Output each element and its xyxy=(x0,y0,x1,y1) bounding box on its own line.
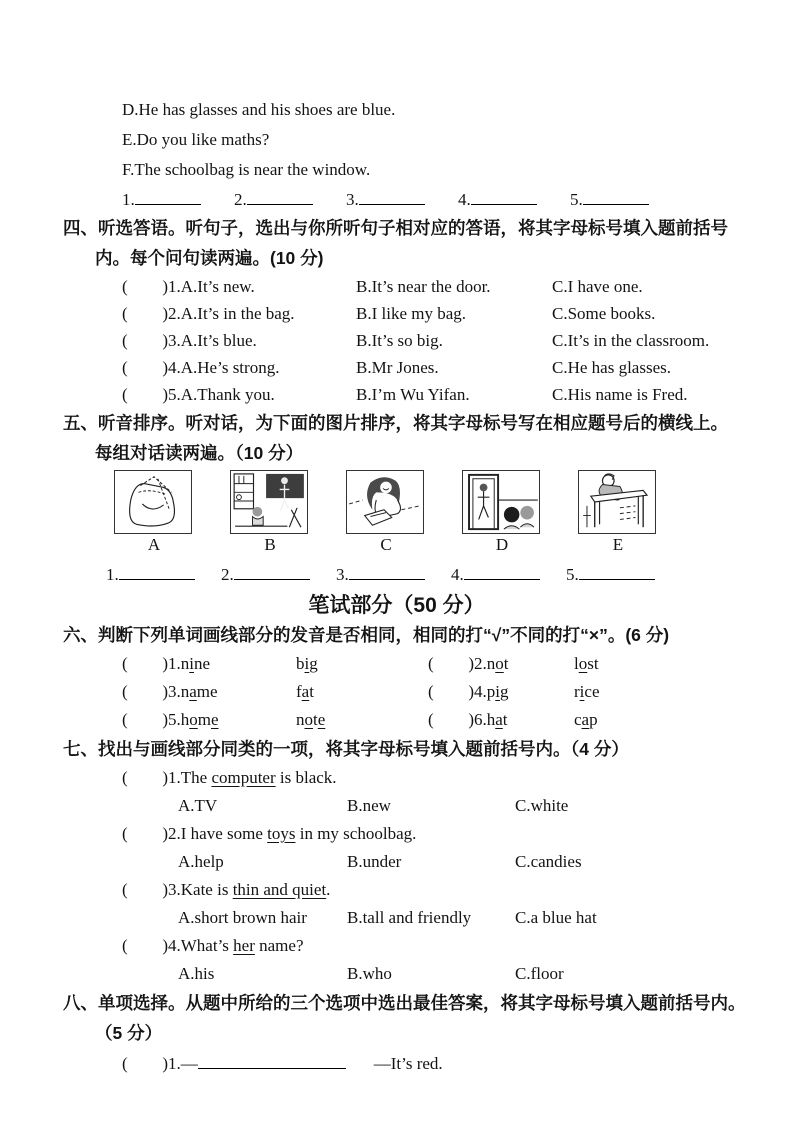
paren-open: ( xyxy=(122,682,128,701)
answer-bracket xyxy=(122,300,168,327)
s6-row-2 xyxy=(0,678,793,706)
option-a: 4.A.He’s strong. xyxy=(168,358,280,377)
option-b: B.It’s so big. xyxy=(356,331,443,350)
s7-options-1 xyxy=(0,792,793,820)
s7-options-2 xyxy=(0,848,793,876)
blank-2 xyxy=(221,562,310,588)
option-b: B.tall and friendly xyxy=(347,908,472,927)
blank-number: 3. xyxy=(336,565,349,584)
blank-4 xyxy=(451,562,540,588)
answer-bracket xyxy=(122,932,168,960)
picture-order-blanks-row xyxy=(0,562,793,588)
answer-line xyxy=(471,188,537,205)
figure-box-e xyxy=(578,470,656,534)
word-home: 5.home xyxy=(168,710,219,729)
answer-line xyxy=(583,188,649,205)
blank-5 xyxy=(570,187,649,213)
listening-option-e: E.Do you like maths? xyxy=(122,130,270,149)
paren-open: ( xyxy=(122,710,128,729)
listening-option-f: F.The schoolbag is near the window. xyxy=(122,160,371,179)
paren-close: ) xyxy=(162,710,168,729)
question-sentence: 2.I have some toys in my schoolbag. xyxy=(168,824,417,843)
section-4-heading-line1: 四、听选答语。听句子，选出与你所听句子相对应的答语，将其字母标号填入题前括号 xyxy=(63,218,728,238)
word-fat: fat xyxy=(296,682,314,701)
section-6-heading: 六、判断下列单词画线部分的发音是否相同，相同的打“√”不同的打“×”。(6 分) xyxy=(63,625,670,645)
paren-open: ( xyxy=(122,304,128,323)
paren-open: ( xyxy=(428,710,434,729)
section-5-heading-line2: 每组对话读两遍。（10 分） xyxy=(95,443,304,463)
s4-row-3 xyxy=(0,327,793,354)
s4-row-5 xyxy=(0,381,793,408)
answer-bracket xyxy=(428,650,474,678)
figure-label-d: D xyxy=(495,535,509,554)
answer-line xyxy=(579,563,655,580)
paren-close: ) xyxy=(162,824,168,843)
answer-line xyxy=(464,563,540,580)
paren-close: ) xyxy=(162,880,168,899)
s7-options-3 xyxy=(0,904,793,932)
answer-line xyxy=(247,188,313,205)
figure-label-b: B xyxy=(264,535,276,554)
student-at-desk-illustration xyxy=(579,471,655,533)
question-dash: — xyxy=(180,1054,198,1073)
option-a: A.his xyxy=(178,964,215,983)
paren-open: ( xyxy=(122,654,128,673)
answer-bracket xyxy=(122,876,168,904)
option-a: A.help xyxy=(178,852,224,871)
answer-bracket xyxy=(122,820,168,848)
blank-2 xyxy=(234,187,313,213)
paren-close: ) xyxy=(468,710,474,729)
answer-bracket xyxy=(122,381,168,408)
answer-bracket xyxy=(428,706,474,734)
written-part-title: 笔试部分（50 分） xyxy=(308,594,485,617)
answer-line xyxy=(359,188,425,205)
figure-label-a: A xyxy=(147,535,161,554)
paren-close: ) xyxy=(162,331,168,350)
option-c: C.It’s in the classroom. xyxy=(552,331,710,350)
word-not: 2.not xyxy=(474,654,509,673)
answer-bracket xyxy=(122,354,168,381)
classroom-illustration xyxy=(231,471,307,533)
word-hat: 6.hat xyxy=(474,710,508,729)
section-5-heading-line1: 五、听音排序。听对话，为下面的图片排序，将其字母标号写在相应题号后的横线上。 xyxy=(63,413,728,433)
paren-open: ( xyxy=(122,358,128,377)
children-at-door-illustration xyxy=(463,471,539,533)
paren-close: ) xyxy=(162,654,168,673)
figure-a xyxy=(114,470,194,556)
word-rice: rice xyxy=(574,682,600,701)
section-8-heading-line1: 八、单项选择。从题中所给的三个选项中选出最佳答案，将其字母标号填入题前括号内。 xyxy=(63,993,746,1013)
paren-close: ) xyxy=(162,682,168,701)
s4-row-4 xyxy=(0,354,793,381)
paren-close: ) xyxy=(162,936,168,955)
answer-bracket xyxy=(122,1050,168,1078)
picture-strip xyxy=(0,470,793,556)
blank-number: 4. xyxy=(458,190,471,209)
s6-row-3 xyxy=(0,706,793,734)
s7-question-3 xyxy=(0,876,793,904)
paren-open: ( xyxy=(122,936,128,955)
blank-4 xyxy=(458,187,537,213)
figure-label-e: E xyxy=(612,535,624,554)
figure-c xyxy=(346,470,426,556)
blank-number: 2. xyxy=(221,565,234,584)
section-7-heading: 七、找出与画线部分同类的一项，将其字母标号填入题前括号内。（4 分） xyxy=(63,739,629,759)
paren-close: ) xyxy=(162,1054,168,1073)
blank-5 xyxy=(566,562,655,588)
word-name: 3.name xyxy=(168,682,218,701)
s4-row-2 xyxy=(0,300,793,327)
option-c: C.candies xyxy=(515,852,582,871)
paren-open: ( xyxy=(122,880,128,899)
question-sentence: 4.What’s her name? xyxy=(168,936,304,955)
option-a: A.short brown hair xyxy=(178,908,307,927)
word-note: note xyxy=(296,710,326,729)
figure-box-b xyxy=(230,470,308,534)
listening-option-d: D.He has glasses and his shoes are blue. xyxy=(122,100,396,119)
option-c: C.floor xyxy=(515,964,564,983)
paren-open: ( xyxy=(122,277,128,296)
answer-bracket xyxy=(122,706,168,734)
answer-bracket xyxy=(122,650,168,678)
word-pig: 4.pig xyxy=(474,682,509,701)
answer-bracket xyxy=(428,678,474,706)
option-c: C.He has glasses. xyxy=(552,358,671,377)
answer-line xyxy=(349,563,425,580)
option-c: C.I have one. xyxy=(552,277,643,296)
figure-box-d xyxy=(462,470,540,534)
question-blank-line xyxy=(198,1052,346,1069)
blank-number: 2. xyxy=(234,190,247,209)
paren-open: ( xyxy=(428,654,434,673)
blank-1 xyxy=(106,562,195,588)
paren-close: ) xyxy=(162,304,168,323)
option-a: A.TV xyxy=(178,796,218,815)
blank-number: 3. xyxy=(346,190,359,209)
option-b: B.new xyxy=(347,796,391,815)
figure-box-c xyxy=(346,470,424,534)
blank-number: 4. xyxy=(451,565,464,584)
blank-3 xyxy=(346,187,425,213)
answer-bracket xyxy=(122,678,168,706)
option-c: C.a blue hat xyxy=(515,908,597,927)
question-sentence: 1.The computer is black. xyxy=(168,768,337,787)
paren-close: ) xyxy=(162,768,168,787)
s6-row-1 xyxy=(0,650,793,678)
answer-blanks-row xyxy=(0,187,793,213)
s8-question-1 xyxy=(0,1050,793,1078)
paren-close: ) xyxy=(162,385,168,404)
option-c: C.Some books. xyxy=(552,304,656,323)
figure-b xyxy=(230,470,310,556)
answer-text: —It’s red. xyxy=(373,1054,443,1073)
option-c: C.white xyxy=(515,796,569,815)
option-a: 2.A.It’s in the bag. xyxy=(168,304,295,323)
blank-number: 1. xyxy=(122,190,135,209)
option-c: C.His name is Fred. xyxy=(552,385,688,404)
blank-number: 5. xyxy=(570,190,583,209)
answer-line xyxy=(135,188,201,205)
option-a: 5.A.Thank you. xyxy=(168,385,275,404)
option-a: 1.A.It’s new. xyxy=(168,277,255,296)
option-b: B.I’m Wu Yifan. xyxy=(356,385,470,404)
paren-open: ( xyxy=(122,1054,128,1073)
s7-question-2 xyxy=(0,820,793,848)
word-cap: cap xyxy=(574,710,598,729)
word-lost: lost xyxy=(574,654,599,673)
answer-line xyxy=(119,563,195,580)
s7-question-4 xyxy=(0,932,793,960)
question-sentence: 3.Kate is thin and quiet. xyxy=(168,880,331,899)
s7-options-4 xyxy=(0,960,793,988)
figure-d xyxy=(462,470,542,556)
option-b: B.who xyxy=(347,964,392,983)
section-4-heading-line2: 内。每个问句读两遍。(10 分) xyxy=(95,248,324,268)
paren-close: ) xyxy=(468,654,474,673)
answer-line xyxy=(234,563,310,580)
answer-bracket xyxy=(122,273,168,300)
word-big: big xyxy=(296,654,318,673)
figure-e xyxy=(578,470,658,556)
figure-label-c: C xyxy=(380,535,392,554)
blank-1 xyxy=(122,187,201,213)
paren-open: ( xyxy=(122,331,128,350)
option-b: B.I like my bag. xyxy=(356,304,467,323)
blank-number: 5. xyxy=(566,565,579,584)
option-a: 3.A.It’s blue. xyxy=(168,331,257,350)
option-b: B.It’s near the door. xyxy=(356,277,491,296)
paren-open: ( xyxy=(122,824,128,843)
option-b: B.Mr Jones. xyxy=(356,358,439,377)
answer-bracket xyxy=(122,327,168,354)
girl-reading-illustration xyxy=(347,471,423,533)
paren-close: ) xyxy=(162,277,168,296)
blank-3 xyxy=(336,562,425,588)
option-b: B.under xyxy=(347,852,402,871)
paren-close: ) xyxy=(468,682,474,701)
answer-bracket xyxy=(122,764,168,792)
section-8-heading-line2: （5 分） xyxy=(95,1023,163,1043)
s7-question-1 xyxy=(0,764,793,792)
paren-open: ( xyxy=(122,768,128,787)
schoolbag-illustration xyxy=(115,471,191,533)
word-nine: 1.nine xyxy=(168,654,211,673)
question-number: 1. xyxy=(168,1054,181,1073)
paren-open: ( xyxy=(428,682,434,701)
figure-box-a xyxy=(114,470,192,534)
paren-close: ) xyxy=(162,358,168,377)
paren-open: ( xyxy=(122,385,128,404)
s4-row-1 xyxy=(0,273,793,300)
blank-number: 1. xyxy=(106,565,119,584)
